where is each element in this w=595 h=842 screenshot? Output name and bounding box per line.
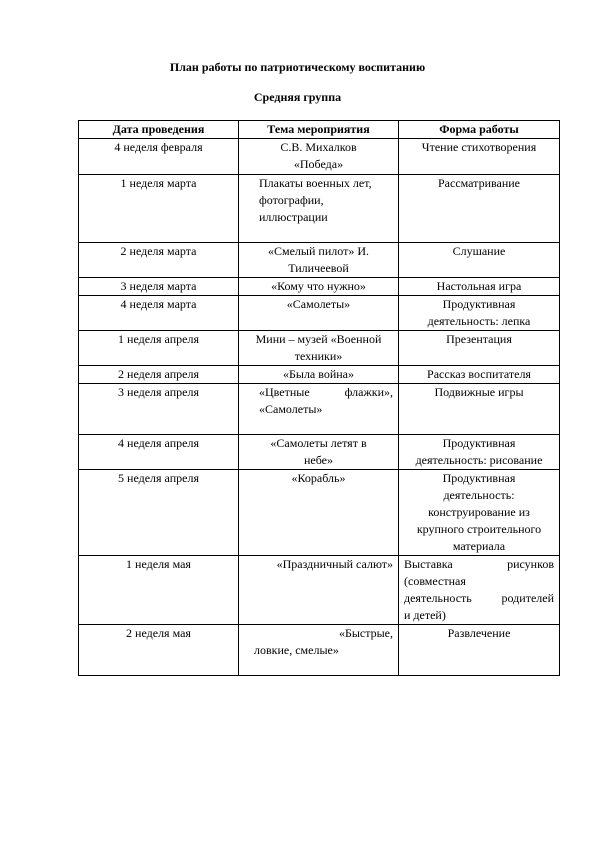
cell-topic bbox=[239, 296, 399, 331]
topic-line: «Самолеты» bbox=[259, 402, 323, 416]
form-line: деятельность: рисование bbox=[415, 453, 543, 467]
cell-topic bbox=[239, 366, 399, 384]
topic-line: «Кому что нужно» bbox=[271, 279, 366, 293]
cell-form bbox=[399, 384, 560, 435]
form-line: конструирование из bbox=[428, 505, 530, 519]
cell-topic bbox=[239, 331, 399, 366]
cell-form bbox=[399, 175, 560, 243]
topic-line: «Была война» bbox=[282, 367, 355, 381]
table-row bbox=[79, 625, 560, 676]
cell-form bbox=[399, 556, 560, 625]
form-line: Продуктивная bbox=[442, 297, 516, 311]
topic-line: фотографии, bbox=[259, 193, 324, 207]
table-row bbox=[79, 296, 560, 331]
topic-line: «Победа» bbox=[293, 157, 344, 171]
table-row bbox=[79, 139, 560, 175]
form-line: деятельность: bbox=[443, 488, 515, 502]
form-line: Настольная игра bbox=[436, 279, 522, 293]
cell-date: 3 неделя марта bbox=[79, 278, 239, 296]
cell-date: 2 неделя марта bbox=[79, 243, 239, 278]
header-topic: Тема мероприятия bbox=[239, 121, 399, 139]
form-line: деятельность родителей bbox=[404, 591, 554, 605]
cell-topic bbox=[239, 243, 399, 278]
topic-line: «Цветные флажки», bbox=[259, 385, 393, 399]
table-row bbox=[79, 331, 560, 366]
cell-form bbox=[399, 278, 560, 296]
topic-line: «Праздничный салют» bbox=[276, 557, 393, 571]
form-line: Подвижные игры bbox=[434, 385, 524, 399]
form-line: Презентация bbox=[446, 332, 512, 346]
cell-date: 2 неделя апреля bbox=[79, 366, 239, 384]
topic-line: небе» bbox=[303, 453, 334, 467]
cell-topic bbox=[239, 625, 399, 676]
topic-line: «Самолеты летят в bbox=[270, 436, 367, 450]
cell-form bbox=[399, 331, 560, 366]
topic-line: «Самолеты» bbox=[286, 297, 351, 311]
cell-form bbox=[399, 625, 560, 676]
table-row bbox=[79, 384, 560, 435]
cell-date: 1 неделя апреля bbox=[79, 331, 239, 366]
form-line: Продуктивная bbox=[442, 436, 516, 450]
topic-line: «Быстрые, bbox=[338, 626, 393, 640]
table-row bbox=[79, 470, 560, 556]
form-line: (совместная bbox=[404, 574, 466, 588]
cell-topic bbox=[239, 278, 399, 296]
cell-date: 2 неделя мая bbox=[79, 625, 239, 676]
form-line: Продуктивная bbox=[442, 471, 516, 485]
topic-line: Мини – музей «Военной bbox=[255, 332, 382, 346]
form-line: материала bbox=[452, 539, 506, 553]
topic-line: «Корабль» bbox=[291, 471, 346, 485]
cell-topic bbox=[239, 435, 399, 470]
topic-line: ловкие, смелые» bbox=[254, 643, 339, 657]
form-line: и детей) bbox=[404, 608, 446, 622]
plan-table bbox=[78, 120, 560, 676]
topic-line: техники» bbox=[294, 349, 343, 363]
form-line: деятельность: лепка bbox=[427, 314, 531, 328]
topic-line: «Смелый пилот» И. bbox=[268, 244, 369, 258]
form-line: крупного строительного bbox=[416, 522, 542, 536]
form-line: Выставка рисунков bbox=[404, 557, 554, 571]
cell-topic bbox=[239, 470, 399, 556]
cell-topic bbox=[239, 139, 399, 175]
cell-date: 1 неделя марта bbox=[79, 175, 239, 243]
cell-date: 4 неделя марта bbox=[79, 296, 239, 331]
topic-line: иллюстрации bbox=[259, 210, 328, 224]
topic-line: Тиличеевой bbox=[288, 261, 349, 275]
header-form: Форма работы bbox=[399, 121, 560, 139]
header-date: Дата проведения bbox=[79, 121, 239, 139]
cell-form bbox=[399, 470, 560, 556]
table-row bbox=[79, 556, 560, 625]
table-row bbox=[79, 243, 560, 278]
form-line: Рассматривание bbox=[438, 176, 520, 190]
table-header-row bbox=[79, 121, 560, 139]
table-row bbox=[79, 366, 560, 384]
cell-form bbox=[399, 435, 560, 470]
cell-date: 4 неделя апреля bbox=[79, 435, 239, 470]
table-row bbox=[79, 175, 560, 243]
page-title: План работы по патриотическому воспитанию bbox=[169, 60, 426, 74]
table-row bbox=[79, 278, 560, 296]
form-line: Чтение стихотворения bbox=[421, 140, 537, 154]
cell-topic bbox=[239, 556, 399, 625]
page-subtitle: Средняя группа bbox=[253, 90, 342, 104]
cell-form bbox=[399, 243, 560, 278]
form-line: Рассказ воспитателя bbox=[427, 367, 531, 381]
cell-date: 5 неделя апреля bbox=[79, 470, 239, 556]
form-line: Слушание bbox=[452, 244, 506, 258]
table-row bbox=[79, 435, 560, 470]
cell-date: 4 неделя февраля bbox=[79, 139, 239, 175]
cell-date: 1 неделя мая bbox=[79, 556, 239, 625]
form-line: Развлечение bbox=[447, 626, 511, 640]
topic-line: С.В. Михалков bbox=[280, 140, 357, 154]
cell-topic bbox=[239, 175, 399, 243]
cell-topic bbox=[239, 384, 399, 435]
topic-line: Плакаты военных лет, bbox=[259, 176, 372, 190]
cell-date: 3 неделя апреля bbox=[79, 384, 239, 435]
cell-form bbox=[399, 366, 560, 384]
cell-form bbox=[399, 139, 560, 175]
cell-form bbox=[399, 296, 560, 331]
